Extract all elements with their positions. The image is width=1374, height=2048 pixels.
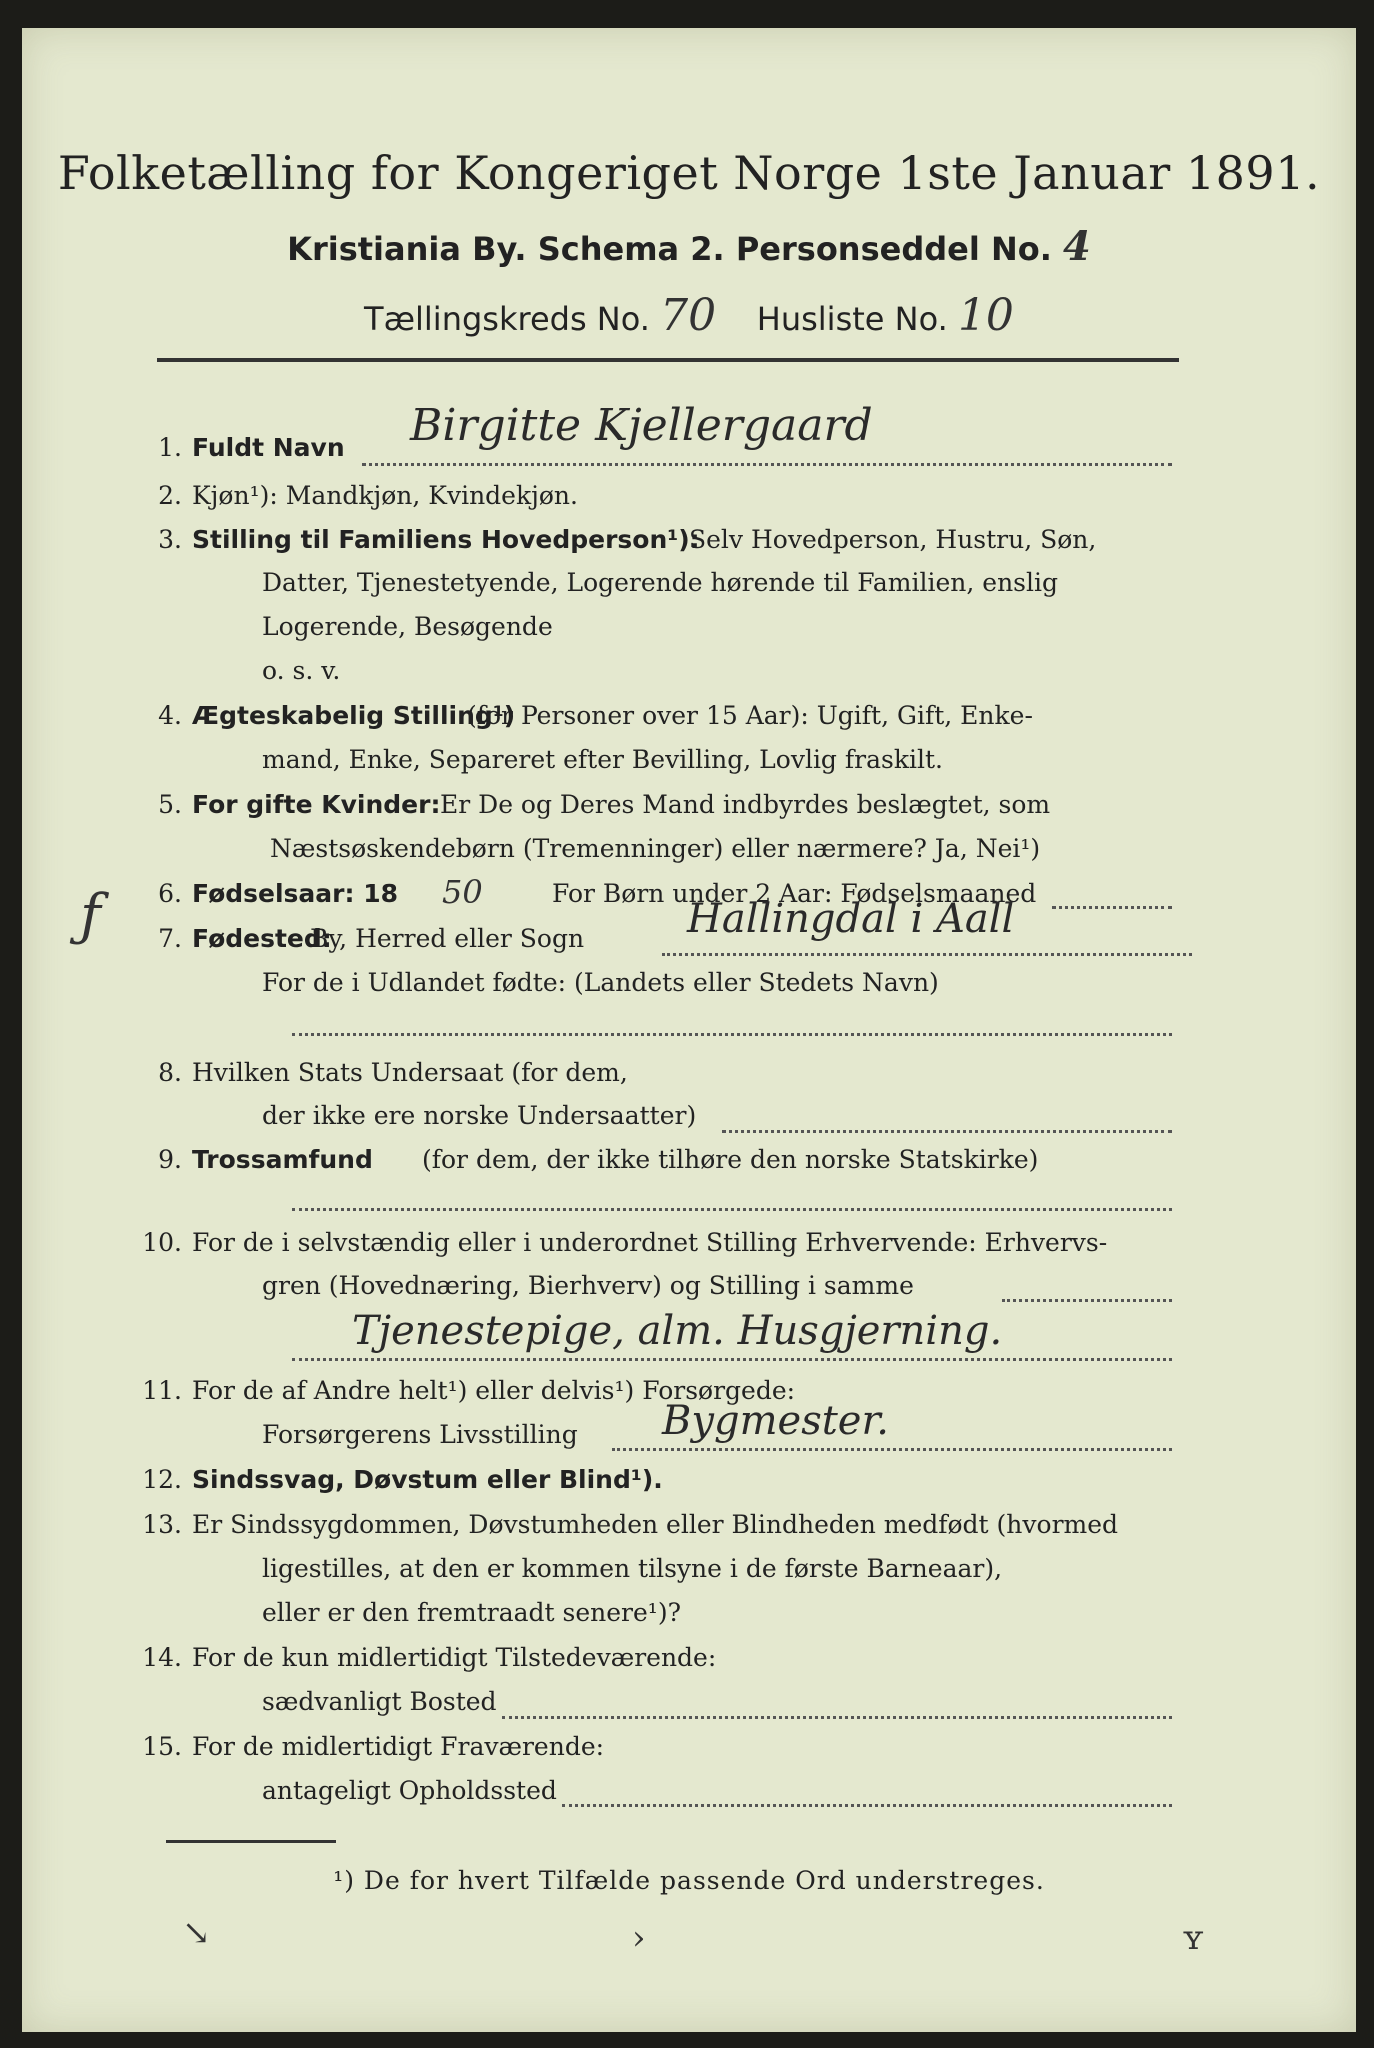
item-label: Trossamfund bbox=[192, 1145, 373, 1174]
item-13-line-3: eller er den fremtraadt senere¹)? bbox=[262, 1598, 681, 1627]
item-3-line-4: o. s. v. bbox=[262, 656, 341, 685]
item-label: For gifte Kvinder: bbox=[192, 790, 441, 819]
item-label: Hvilken Stats Undersaat (for dem, bbox=[192, 1058, 628, 1087]
item-number: 8. bbox=[158, 1058, 182, 1087]
item-text: (for Personer over 15 Aar): Ugift, Gift, Enke- bbox=[467, 701, 1033, 730]
item-number: 4. bbox=[158, 701, 182, 730]
item-number: 1. bbox=[158, 433, 182, 462]
item-number: 9. bbox=[158, 1145, 182, 1174]
corner-mark: ʏ bbox=[1182, 1918, 1205, 1958]
form-title: Folketælling for Kongeriget Norge 1ste Januar 1891. bbox=[57, 146, 1321, 200]
item-text: For de af Andre helt¹) eller delvis¹) Forsørgede: bbox=[192, 1376, 796, 1405]
margin-mark: ƒ bbox=[80, 883, 101, 948]
item-text: Selv Hovedperson, Hustru, Søn, bbox=[689, 525, 1097, 554]
item-10-line-2: gren (Hovednæring, Bierhverv) og Stilling i samme bbox=[262, 1271, 914, 1300]
item-number: 11. bbox=[142, 1376, 182, 1405]
dotted-line bbox=[1002, 1299, 1172, 1302]
item-label: Fødselsaar: 18 bbox=[192, 879, 398, 908]
item-number: 5. bbox=[158, 790, 182, 819]
census-form-sheet bbox=[22, 28, 1356, 2032]
item-text: Er Sindssygdommen, Døvstumheden eller Blindheden medfødt (hvormed bbox=[192, 1510, 1119, 1539]
item-11-line-2: Forsørgerens Livsstilling bbox=[262, 1420, 578, 1449]
item-text: By, Herred eller Sogn bbox=[310, 924, 585, 953]
item-label: Kjøn¹): Mandkjøn, Kvindekjøn. bbox=[192, 481, 578, 510]
item-label: Fuldt Navn bbox=[192, 433, 345, 462]
form-subtitle bbox=[22, 223, 1356, 270]
dotted-line bbox=[662, 953, 1192, 956]
dotted-line bbox=[362, 463, 1172, 466]
item-15-line-2: antageligt Opholdssted bbox=[262, 1776, 557, 1805]
item-3-line-3: Logerende, Besøgende bbox=[262, 612, 553, 641]
dotted-line bbox=[292, 1033, 1172, 1036]
dotted-line bbox=[1052, 906, 1172, 909]
dotted-line bbox=[722, 1130, 1172, 1133]
kreds-label: Tællingskreds No. bbox=[364, 300, 650, 338]
footnote: ¹) De for hvert Tilfælde passende Ord understreges. bbox=[333, 1866, 1045, 1895]
item-text: For Børn under 2 Aar: Fødselsmaaned bbox=[552, 879, 1037, 908]
dotted-line bbox=[292, 1358, 1172, 1361]
item-4-line-2: mand, Enke, Separeret efter Bevilling, Lovlig fraskilt. bbox=[262, 745, 943, 774]
item-5-line-2: Næstsøskendebørn (Tremenninger) eller nærmere? Ja, Nei¹) bbox=[270, 834, 1041, 863]
dotted-line bbox=[292, 1208, 1172, 1211]
dotted-line bbox=[612, 1448, 1172, 1451]
name-answer: Birgitte Kjellergaard bbox=[410, 400, 873, 451]
footnote-rule bbox=[166, 1840, 336, 1843]
item-number: 7. bbox=[158, 924, 182, 953]
corner-mark: › bbox=[632, 1918, 646, 1958]
item-text: Er De og Deres Mand indbyrdes beslægtet, som bbox=[440, 790, 1051, 819]
item-number: 13. bbox=[142, 1510, 182, 1539]
dotted-line bbox=[502, 1716, 1172, 1719]
birthplace-answer: Hallingdal i Aall bbox=[687, 896, 1015, 942]
item-number: 6. bbox=[158, 879, 182, 908]
dotted-line bbox=[562, 1804, 1172, 1807]
kreds-number: 70 bbox=[660, 290, 717, 341]
corner-mark: ↘ bbox=[182, 1913, 211, 1953]
item-number: 2. bbox=[158, 481, 182, 510]
header-rule bbox=[157, 358, 1179, 362]
item-number: 15. bbox=[142, 1732, 182, 1761]
item-13-line-2: ligestilles, at den er kommen tilsyne i de første Barneaar), bbox=[262, 1554, 1003, 1583]
item-label: Ægteskabelig Stilling¹) bbox=[192, 701, 516, 730]
item-text: For de midlertidigt Fraværende: bbox=[192, 1732, 605, 1761]
item-label: Sindssvag, Døvstum eller Blind¹). bbox=[192, 1465, 663, 1494]
item-number: 14. bbox=[142, 1643, 182, 1672]
item-text: (for dem, der ikke tilhøre den norske Statskirke) bbox=[422, 1145, 1039, 1174]
item-7-line-2: For de i Udlandet fødte: (Landets eller Stedets Navn) bbox=[262, 968, 939, 997]
provider-answer: Bygmester. bbox=[662, 1398, 889, 1444]
husliste-number: 10 bbox=[957, 290, 1014, 341]
item-number: 3. bbox=[158, 525, 182, 554]
item-number: 10. bbox=[142, 1228, 182, 1257]
personseddel-number: 4 bbox=[1063, 223, 1091, 270]
item-number: 12. bbox=[142, 1465, 182, 1494]
form-district-line bbox=[22, 290, 1356, 341]
birth-year-answer: 50 bbox=[442, 873, 483, 911]
subtitle-prefix: Kristiania By. Schema 2. Personseddel No. bbox=[287, 230, 1052, 268]
occupation-answer: Tjenestepige, alm. Husgjerning. bbox=[352, 1308, 1003, 1354]
item-14-line-2: sædvanligt Bosted bbox=[262, 1687, 497, 1716]
item-label: Fødested: bbox=[192, 924, 332, 953]
item-label: Stilling til Familiens Hovedperson¹): bbox=[192, 525, 700, 554]
item-8-line-2: der ikke ere norske Undersaatter) bbox=[262, 1101, 697, 1130]
item-text: For de kun midlertidigt Tilstedeværende: bbox=[192, 1643, 717, 1672]
item-3-line-2: Datter, Tjenestetyende, Logerende hørende til Familien, enslig bbox=[262, 568, 1059, 597]
item-text: For de i selvstændig eller i underordnet Stilling Erhvervende: Erhvervs- bbox=[192, 1228, 1108, 1257]
husliste-label: Husliste No. bbox=[756, 300, 948, 338]
